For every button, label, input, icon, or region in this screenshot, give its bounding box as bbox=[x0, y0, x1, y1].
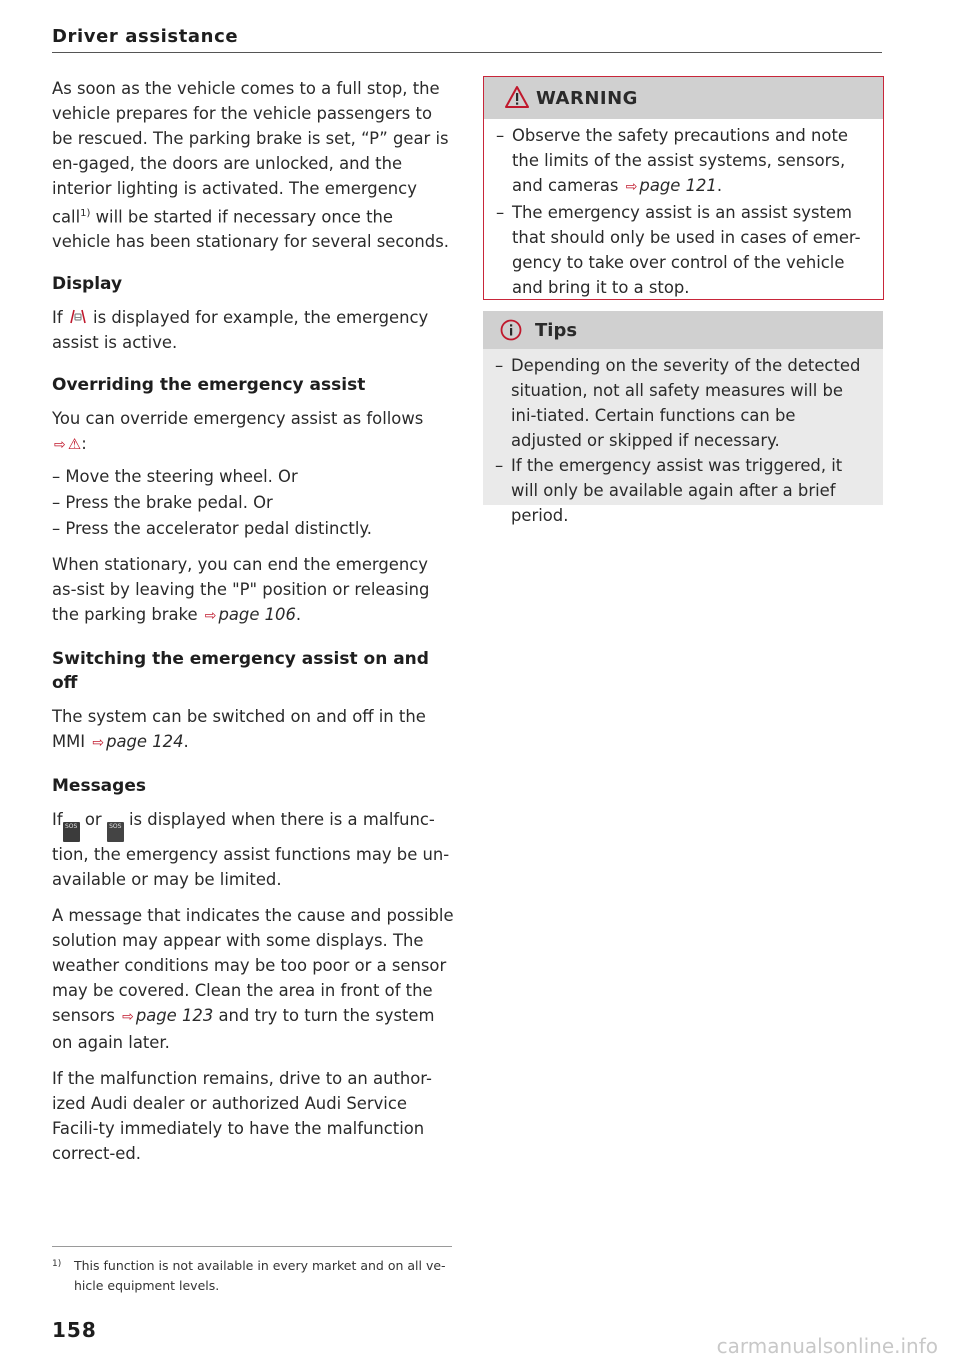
display-paragraph bbox=[52, 305, 454, 355]
messages-or: or bbox=[79, 810, 107, 830]
left-column bbox=[52, 76, 454, 1177]
info-icon bbox=[500, 319, 522, 341]
override-item: – Move the steering wheel. Or bbox=[52, 467, 298, 487]
intro-tail: will be started if necessary once the vehicle has been stationary for several seconds. bbox=[52, 207, 449, 252]
warning-triangle-icon[interactable]: ⚠ bbox=[67, 435, 82, 454]
warning-item: – The emergency assist is an assist system that should only be used in cases of emer-gency to take over control of the vehicle and bring it to a stop. bbox=[496, 200, 869, 300]
page-number: 158 bbox=[52, 1318, 97, 1342]
override-heading: Overriding the emergency assist bbox=[52, 375, 366, 396]
warning-title: WARNING bbox=[536, 88, 638, 109]
tips-body bbox=[483, 349, 883, 528]
tips-item-text: Depending on the severity of the detected situation, not all safety measures will be ini-tiated. Certain functions can be adjusted or skipped if necessary. bbox=[511, 356, 861, 450]
warning-item-text: Observe the safety precautions and note the limits of the assist systems, sensors, and cameras bbox=[512, 126, 848, 195]
tips-header bbox=[483, 311, 883, 349]
warning-body bbox=[484, 119, 883, 300]
page-header bbox=[52, 24, 882, 53]
stationary-text: When stationary, you can end the emergency as-sist by leaving the "P" position or releasing the parking brake bbox=[52, 555, 430, 625]
switching-paragraph: The system can be switched on and off in the MMI ⇨ page 124. bbox=[52, 707, 426, 752]
page-link[interactable]: page 106 bbox=[218, 605, 296, 625]
messages-paragraph bbox=[52, 807, 454, 892]
footnote-mark: 1) bbox=[52, 1259, 62, 1269]
override-item: – Press the brake pedal. Or bbox=[52, 493, 273, 513]
section-title: Driver assistance bbox=[52, 26, 239, 47]
override-item: – Press the accelerator pedal distinctly. bbox=[52, 519, 372, 539]
sos-icon bbox=[107, 822, 124, 842]
warning-item: – Observe the safety precautions and note the limits of the assist systems, sensors, and cameras ⇨ page 121. bbox=[496, 126, 848, 195]
footnote-ref[interactable]: 1) bbox=[80, 208, 91, 219]
malfunction-paragraph: If the malfunction remains, drive to an author-ized Audi dealer or authorized Audi Service Facili-ty immediately to have the malfunction correct-ed. bbox=[52, 1069, 432, 1164]
message-text: A message that indicates the cause and possible solution may appear with some displays. The weather conditions may be too poor or a sensor may be covered. Clean the area in front of the sensors bbox=[52, 906, 454, 1026]
tips-title: Tips bbox=[535, 320, 578, 341]
tips-item: – If the emergency assist was triggered, it will only be available again after a brief period. bbox=[495, 453, 869, 528]
intro-text: As soon as the vehicle comes to a full stop, the vehicle prepares for the vehicle passengers to be rescued. The parking brake is set, “P” gear is en-gaged, the doors are unlocked, and the interior lighting is activated. The emergency call bbox=[52, 79, 449, 227]
arrow-ref-icon: ⇨ bbox=[625, 179, 638, 195]
footnote-divider bbox=[52, 1246, 452, 1247]
arrow-ref-icon: ⇨ bbox=[92, 735, 105, 752]
page-link[interactable]: page 124 bbox=[106, 732, 184, 752]
arrow-ref-icon: ⇨ bbox=[122, 1009, 134, 1026]
tips-item-text: If the emergency assist was triggered, it will only be available again after a brief period. bbox=[511, 456, 843, 525]
override-intro-text: You can override emergency assist as follows bbox=[52, 409, 424, 429]
messages-pre: If bbox=[52, 810, 63, 830]
override-intro: You can override emergency assist as follows ⇨ ⚠: bbox=[52, 406, 454, 458]
warning-item-text: The emergency assist is an assist system that should only be used in cases of emer-gency to take over control of the vehicle and bring it to a stop. bbox=[512, 203, 861, 297]
display-post: is displayed for example, the emergency assist is active. bbox=[52, 308, 429, 353]
sos-label: SOS bbox=[64, 823, 78, 831]
warning-triangle-icon bbox=[504, 85, 530, 109]
display-heading: Display bbox=[52, 274, 123, 295]
footnote bbox=[52, 1256, 454, 1296]
message-cause-paragraph bbox=[52, 903, 454, 1055]
warning-item-tail: . bbox=[716, 176, 723, 195]
sos-icon bbox=[63, 822, 80, 842]
intro-paragraph bbox=[52, 76, 454, 254]
messages-heading: Messages bbox=[52, 776, 146, 797]
tips-box bbox=[483, 311, 883, 525]
switching-text: The system can be switched on and off in the MMI bbox=[52, 707, 426, 752]
page-link[interactable]: page 123 bbox=[135, 1006, 214, 1026]
arrow-ref-icon: ⇨ bbox=[204, 608, 217, 625]
switching-heading: Switching the emergency assist on and off bbox=[52, 649, 429, 694]
message-tail: and try to turn the system on again later. bbox=[52, 1006, 435, 1053]
watermark: carmanualsonline.info bbox=[716, 1334, 938, 1358]
messages-post: is displayed when there is a malfunc-tion, the emergency assist functions may be un-available or may be limited. bbox=[52, 810, 450, 890]
warning-box bbox=[483, 76, 884, 300]
display-pre: If bbox=[52, 308, 63, 328]
page-link[interactable]: page 121 bbox=[639, 176, 717, 195]
tips-item: – Depending on the severity of the detected situation, not all safety measures will be ini-tiated. Certain functions can be adjusted or skipped if necessary. bbox=[495, 353, 869, 453]
arrow-ref-icon: ⇨ bbox=[54, 437, 66, 454]
stationary-paragraph: When stationary, you can end the emergency as-sist by leaving the "P" position or releasing the parking brake ⇨ page 106. bbox=[52, 555, 430, 625]
warning-header bbox=[484, 77, 883, 119]
footnote-text: This function is not available in every market and on all ve-hicle equipment levels. bbox=[74, 1258, 446, 1293]
emergency-assist-icon bbox=[68, 308, 88, 325]
sos-label: SOS bbox=[109, 823, 122, 831]
